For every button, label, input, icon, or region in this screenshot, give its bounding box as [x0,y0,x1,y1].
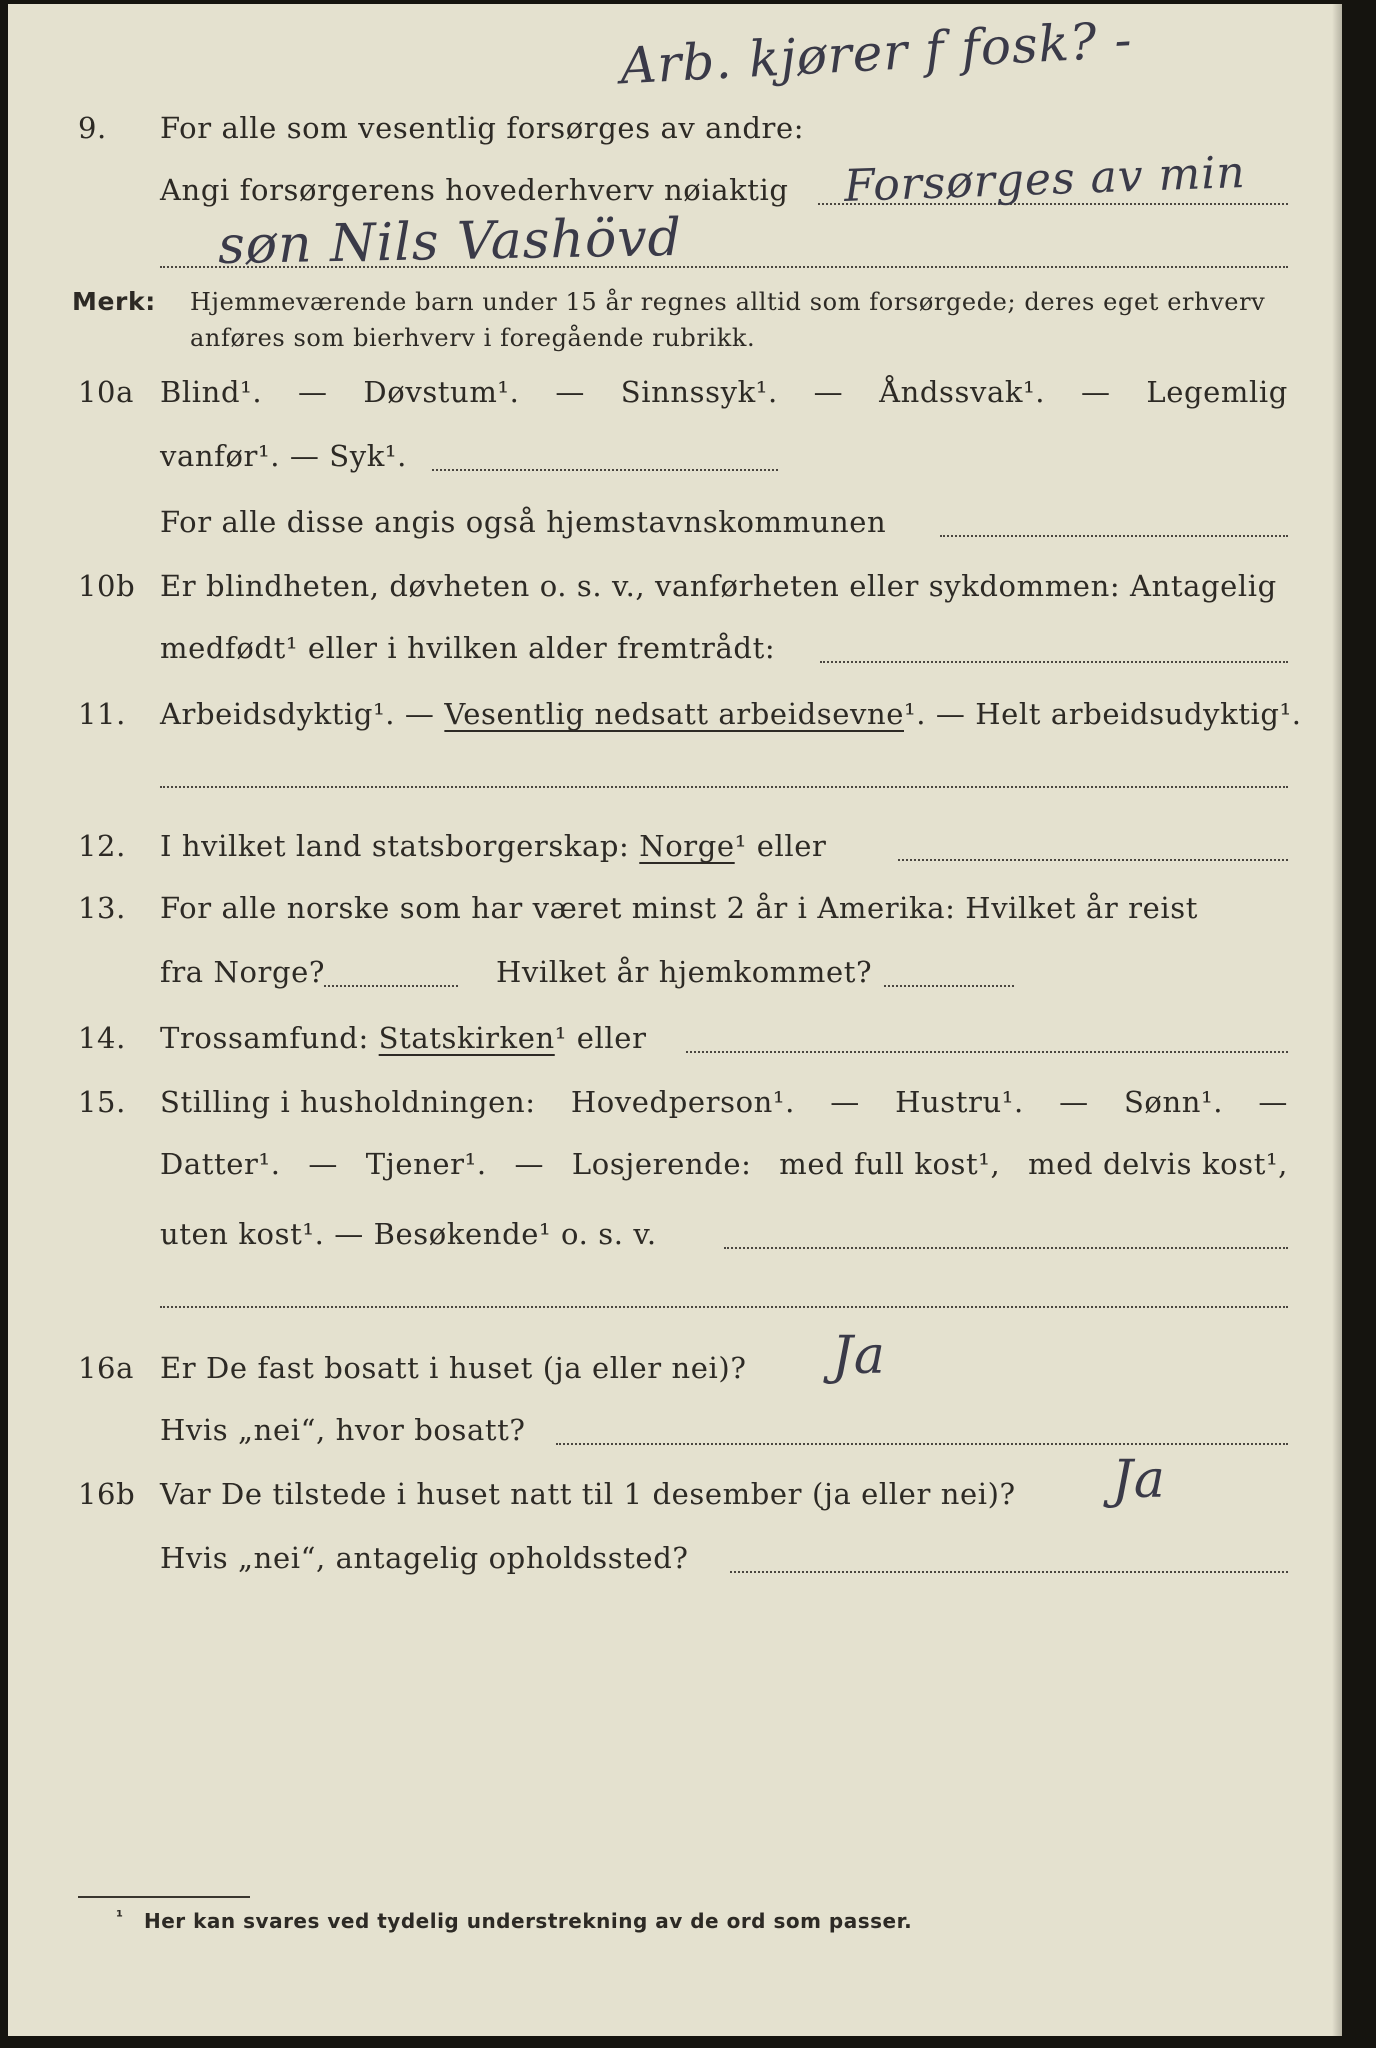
q10a-home-line [940,535,1288,537]
q11-part3: ¹. — Helt arbeidsudyktig¹. [904,697,1302,731]
merk-line1: Hjemmeværende barn under 15 år regnes alltid som forsørgede; deres eget erhverv [190,288,1266,316]
q15-extra-line [160,1306,1288,1308]
q16b-handwritten-answer: Ja [1112,1450,1166,1510]
q15-row-2 [8,1144,1342,1200]
q10a-row-3 [8,502,1342,558]
q15-line1-part: Hustru¹. [895,1085,1024,1119]
q11-text [160,694,1302,734]
q14-text [160,1018,647,1058]
q9-line2: Angi forsørgerens hovederhverv nøiaktig [160,173,789,207]
q11-row-2 [8,756,1342,812]
q12-row [8,826,1342,882]
q13-number: 13. [78,891,126,925]
q15-line2 [160,1144,1288,1184]
q9-number: 9. [78,111,107,145]
q15-line2-part: — [514,1147,545,1181]
q10a-line1-part: — [813,375,844,409]
handwritten-top-note: Arb. kjører f fosk? - [618,10,1134,96]
q16b-row-2 [8,1538,1342,1594]
q10b-number: 10b [78,569,136,603]
q12-suffix: ¹ eller [734,829,827,863]
q16b-number: 16b [78,1477,136,1511]
q10a-line1 [160,372,1288,412]
q10a-line1-part: — [555,375,585,409]
q16b-line2: Hvis „nei“, antagelig opholdssted? [160,1541,689,1575]
census-form-page [8,4,1342,2036]
q14-underlined-answer: Statskirken [378,1021,555,1055]
q12-text [160,826,826,866]
q15-line3: uten kost¹. — Besøkende¹ o. s. v. [160,1217,657,1251]
q10a-line1-part: Døvstum¹. [363,375,520,409]
q15-line1-part: — [1059,1085,1089,1119]
q12-other-line [898,859,1288,861]
q10a-line2: vanfør¹. — Syk¹. [160,439,407,473]
q10b-line2: medfødt¹ eller i hvilken alder fremtrådt: [160,631,776,665]
q13-left-line [324,985,458,987]
q13-row-2 [8,952,1342,1008]
q10a-syk-line [432,469,778,471]
q15-line2-part: — [308,1147,338,1181]
merk-label: Merk: [72,287,156,316]
q13-line2a: fra Norge? [160,955,326,989]
footnote-rule [78,1896,250,1898]
q9-handwritten-answer-1: Forsørges av min [843,147,1247,212]
q10a-line1-part: Legemlig [1146,375,1288,409]
q10b-age-line [820,661,1288,663]
q11-extra-line [160,786,1288,788]
q14-row [8,1018,1342,1074]
q10a-line1-part: Sinnssyk¹. [620,375,778,409]
q10a-line1-part: — [297,375,328,409]
q12-number: 12. [78,829,126,863]
merk-row-2 [8,320,1342,360]
q15-other-line [724,1247,1288,1249]
q13-row-1 [8,888,1342,944]
footnote-row [8,1904,1342,1940]
q15-row-4 [8,1276,1342,1332]
q14-other-line [686,1051,1288,1053]
q15-number: 15. [78,1085,126,1119]
q15-row-1 [8,1082,1342,1138]
q15-line2-part: Tjener¹. [365,1147,487,1181]
q15-line1-part: Stilling i husholdningen: [160,1085,536,1119]
q15-line1-part: — [1258,1085,1288,1119]
q10a-row-2 [8,436,1342,492]
q14-question: Trossamfund: [160,1021,369,1055]
q9-line1: For alle som vesentlig forsørges av andre: [160,111,805,145]
q10a-line1-part: Blind¹. [160,375,263,409]
q11-number: 11. [78,697,126,731]
q16a-line1: Er De fast bosatt i huset (ja eller nei)? [160,1351,747,1385]
q11-part1: Arbeidsdyktig¹. — [160,697,445,731]
q15-line2-part: med full kost¹, [779,1147,1001,1181]
q16a-line2: Hvis „nei“, hvor bosatt? [160,1413,526,1447]
q9-handwritten-answer-2: søn Nils Vashövd [217,207,683,277]
q14-number: 14. [78,1021,126,1055]
q13-right-line [884,985,1014,987]
q15-line1-part: — [830,1085,860,1119]
q15-line2-part: Losjerende: [571,1147,752,1181]
merk-row-1 [8,284,1342,324]
q10b-row-1 [8,566,1342,622]
q12-question: I hvilket land statsborgerskap: [160,829,630,863]
q15-line2-part: Datter¹. [160,1147,281,1181]
q10b-line1: Er blindheten, døvheten o. s. v., vanførheten eller sykdommen: Antagelig [160,569,1277,603]
q15-line2-part: med delvis kost¹, [1028,1147,1288,1181]
q16a-number: 16a [78,1351,134,1385]
merk-line2: anføres som bierhverv i foregående rubrikk. [190,324,756,352]
q16b-place-line [730,1571,1288,1573]
q10b-row-2 [8,628,1342,684]
q12-underlined-answer: Norge [639,829,735,863]
q15-line1-part: Sønn¹. [1123,1085,1224,1119]
q16a-row-1 [8,1348,1342,1404]
footnote-text: Her kan svares ved tydelig understrekning av de ord som passer. [144,1909,913,1933]
q15-line1-part: Hovedperson¹. [570,1085,795,1119]
q16a-where-line [556,1443,1288,1445]
q13-line1: For alle norske som har været minst 2 år i Amerika: Hvilket år reist [160,891,1198,925]
q14-suffix: ¹ eller [554,1021,647,1055]
q13-line2b: Hvilket år hjemkommet? [496,955,873,989]
q10a-row-1 [8,372,1342,428]
q11-row [8,694,1342,750]
footnote-marker: ¹ [116,1907,124,1926]
q16a-handwritten-answer: Ja [832,1326,886,1386]
q10a-line1-part: Åndssvak¹. [879,375,1046,409]
q15-line1 [160,1082,1288,1122]
q16b-line1: Var De tilstede i huset natt til 1 desember (ja eller nei)? [160,1477,1016,1511]
q11-underlined-answer: Vesentlig nedsatt arbeidsevne [444,697,904,731]
q10a-number: 10a [78,375,134,409]
q15-row-3 [8,1214,1342,1270]
q10a-line3: For alle disse angis også hjemstavnskommunen [160,505,887,539]
q10a-line1-part: — [1080,375,1111,409]
